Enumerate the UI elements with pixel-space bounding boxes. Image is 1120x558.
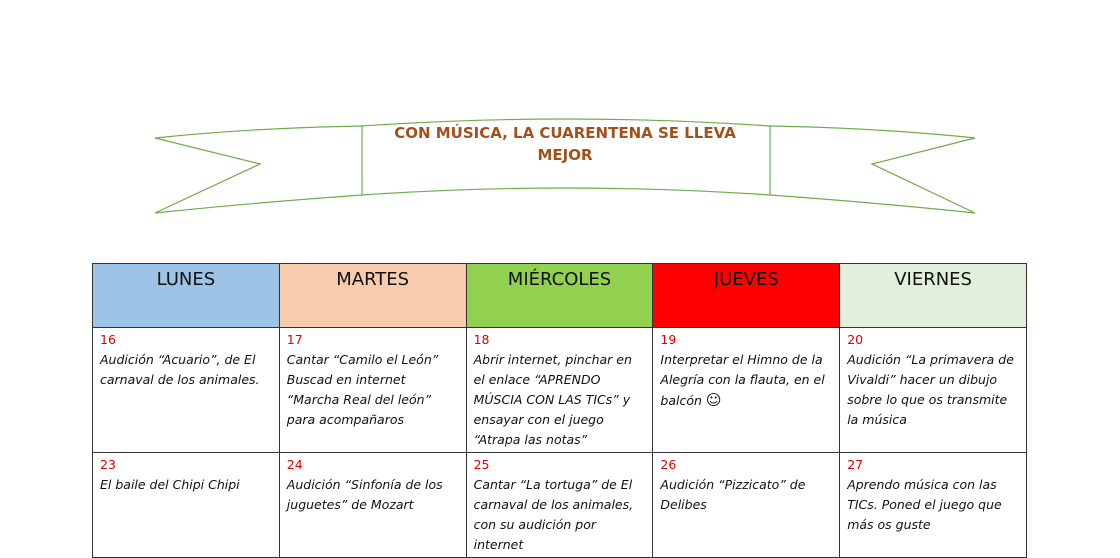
cell-day-20 xyxy=(840,328,1027,453)
header-jueves: JUEVES xyxy=(653,264,840,328)
activity-text: Cantar “La tortuga” de El carnaval de los animales, con su audición por internet xyxy=(473,477,634,552)
day-number: 27 xyxy=(847,457,864,472)
day-number: 26 xyxy=(660,457,677,472)
smiley-icon: ☺ xyxy=(705,391,722,409)
banner-title: CON MÚSICA, LA CUARENTENA SE LLEVA MEJOR xyxy=(394,124,736,164)
activity-text: Aprendo música con las TICs. Poned el juego que más os guste xyxy=(847,477,1002,532)
activity-text: Audición “Acuario”, de El carnaval de los animales. xyxy=(100,352,260,387)
activity-text: Abrir internet, pinchar en el enlace “APRENDO MÚSCIA CON LAS TICs” y ensayar con el juego “Atrapa las notas” xyxy=(473,352,632,447)
cell-day-26 xyxy=(653,453,840,558)
day-number: 17 xyxy=(286,332,303,347)
cell-day-18 xyxy=(466,328,653,453)
activity-text: Audición “Pizzicato” de Delibes xyxy=(660,477,806,512)
activity-text: Cantar “Camilo el León” Buscad en internet “Marcha Real del león” para acompañaros xyxy=(286,352,439,427)
ribbon-right-tail xyxy=(770,126,975,213)
ribbon-left-tail xyxy=(155,126,362,213)
cell-day-24 xyxy=(279,453,466,558)
activity-text: Audición “Sinfonía de los juguetes” de Mozart xyxy=(286,477,443,512)
ribbon-banner xyxy=(0,0,1120,240)
header-lunes: LUNES xyxy=(93,264,280,328)
day-number: 16 xyxy=(100,332,116,347)
day-number: 24 xyxy=(286,457,303,472)
day-number: 23 xyxy=(100,457,116,472)
activity-text xyxy=(660,350,833,411)
header-miercoles: MIÉRCOLES xyxy=(466,264,653,328)
day-number: 20 xyxy=(847,332,864,347)
header-row xyxy=(93,264,1027,328)
header-viernes: VIERNES xyxy=(840,264,1027,328)
day-number: 18 xyxy=(473,332,490,347)
weekly-schedule-table xyxy=(92,263,1027,558)
activity-text: Audición “La primavera de Vivaldi” hacer un dibujo sobre lo que os transmite la música xyxy=(847,352,1014,427)
cell-day-16 xyxy=(93,328,280,453)
cell-day-25 xyxy=(466,453,653,558)
cell-day-19 xyxy=(653,328,840,453)
cell-day-23 xyxy=(93,453,280,558)
day-number: 19 xyxy=(660,332,677,347)
activity-text-content: Interpretar el Himno de la Alegría con la flauta, en el balcón xyxy=(660,352,825,408)
table-row xyxy=(93,328,1027,453)
activity-text: El baile del Chipi Chipi xyxy=(100,477,240,492)
header-martes: MARTES xyxy=(279,264,466,328)
cell-day-27 xyxy=(840,453,1027,558)
table-row xyxy=(93,453,1027,558)
cell-day-17 xyxy=(279,328,466,453)
day-number: 25 xyxy=(473,457,490,472)
